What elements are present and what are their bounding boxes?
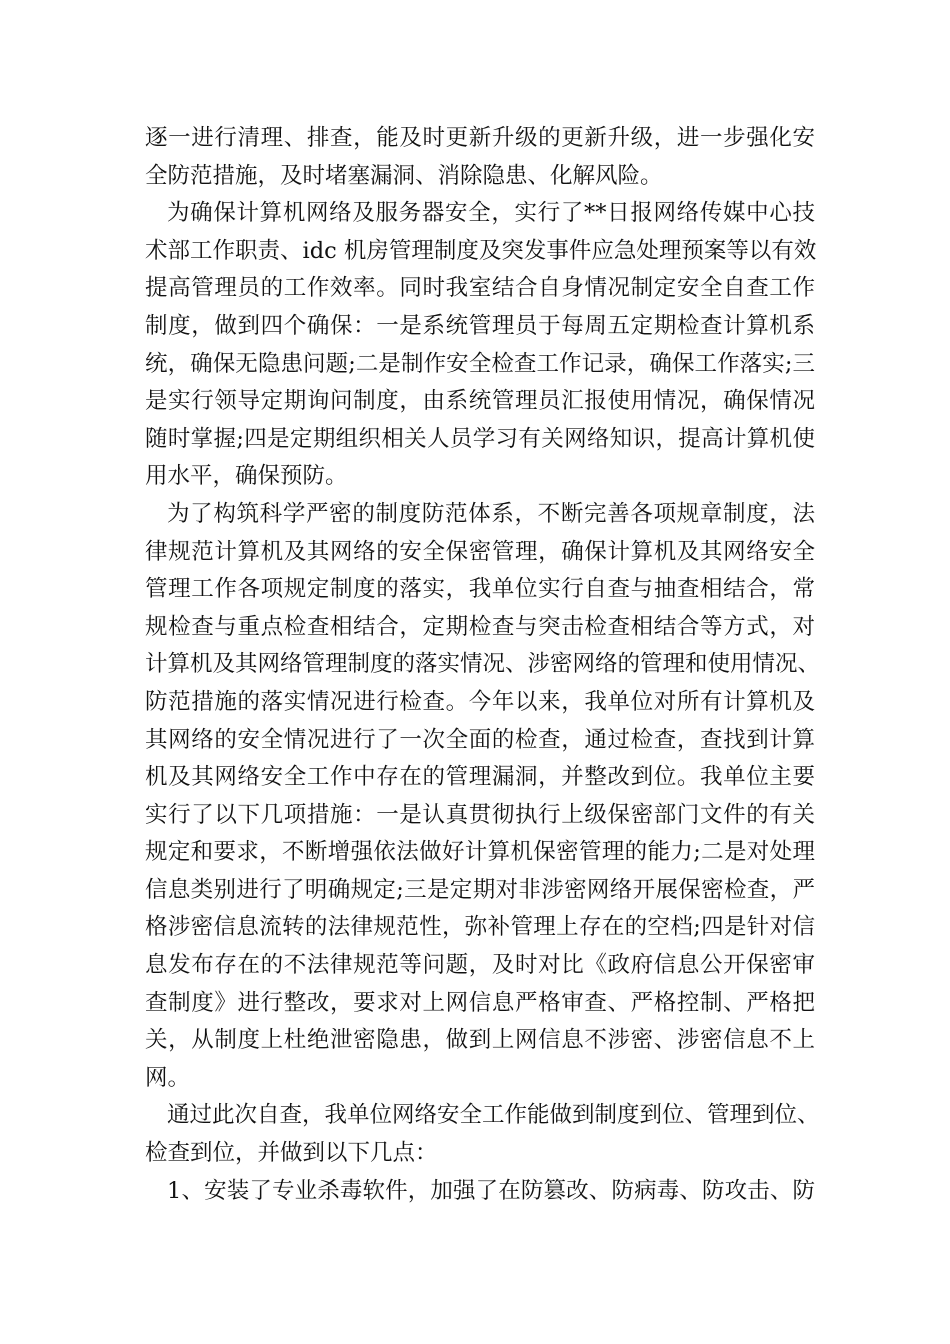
text-line: 检查到位，并做到以下几点： [145, 1140, 438, 1167]
text-line: 规定和要求，不断增强依法做好计算机保密管理的能力;二是对处理 [145, 839, 815, 866]
text-line: 全防范措施，及时堵塞漏洞、消除隐患、化解风险。 [145, 162, 663, 189]
text-line: 计算机及其网络管理制度的落实情况、涉密网络的管理和使用情况、 [145, 651, 821, 678]
text-line: 网。 [145, 1064, 191, 1091]
text-line: 制度，做到四个确保：一是系统管理员于每周五定期检查计算机系 [145, 312, 815, 339]
text-line: 术部工作职责、idc 机房管理制度及突发事件应急处理预案等以有效 [145, 237, 817, 264]
text-line: 律规范计算机及其网络的安全保密管理，确保计算机及其网络安全 [145, 538, 815, 565]
text-line: 防范措施的落实情况进行检查。今年以来，我单位对所有计算机及 [145, 688, 815, 715]
text-line: 管理工作各项规定制度的落实，我单位实行自查与抽查相结合，常 [145, 576, 815, 603]
text-line: 实行了以下几项措施：一是认真贯彻执行上级保密部门文件的有关 [145, 801, 815, 828]
paragraph-start-line: 为了构筑科学严密的制度防范体系，不断完善各项规章制度，法 [167, 500, 815, 527]
text-line: 提高管理员的工作效率。同时我室结合自身情况制定安全自查工作 [145, 275, 815, 302]
text-line: 随时掌握;四是定期组织相关人员学习有关网络知识，提高计算机使 [145, 425, 815, 452]
text-line: 规检查与重点检查相结合，定期检查与突击检查相结合等方式，对 [145, 613, 815, 640]
text-line: 逐一进行清理、排查，能及时更新升级的更新升级，进一步强化安 [145, 125, 815, 151]
text-line: 关，从制度上杜绝泄密隐患，做到上网信息不涉密、涉密信息不上 [145, 1027, 815, 1054]
paragraph-start-line: 为确保计算机网络及服务器安全，实行了**日报网络传媒中心技 [167, 200, 815, 227]
text-line: 信息类别进行了明确规定;三是定期对非涉密网络开展保密检查，严 [145, 876, 815, 903]
text-line: 用水平，确保预防。 [145, 463, 348, 490]
text-line: 息发布存在的不法律规范等问题，及时对比《政府信息公开保密审 [145, 952, 815, 979]
text-line: 机及其网络安全工作中存在的管理漏洞，并整改到位。我单位主要 [145, 764, 815, 791]
list-item-line: 1、安装了专业杀毒软件，加强了在防篡改、防病毒、防攻击、防 [167, 1177, 815, 1204]
text-line: 其网络的安全情况进行了一次全面的检查，通过检查，查找到计算 [145, 726, 815, 753]
body-text [145, 120, 821, 1210]
text-line: 统，确保无隐患问题;二是制作安全检查工作记录，确保工作落实;三 [145, 350, 815, 377]
paragraph-start-line: 通过此次自查，我单位网络安全工作能做到制度到位、管理到位、 [167, 1102, 820, 1129]
text-line: 查制度》进行整改，要求对上网信息严格审查、严格控制、严格把 [145, 989, 815, 1016]
text-line: 是实行领导定期询问制度，由系统管理员汇报使用情况，确保情况 [145, 388, 815, 415]
text-line: 格涉密信息流转的法律规范性，弥补管理上存在的空档;四是针对信 [145, 914, 815, 941]
